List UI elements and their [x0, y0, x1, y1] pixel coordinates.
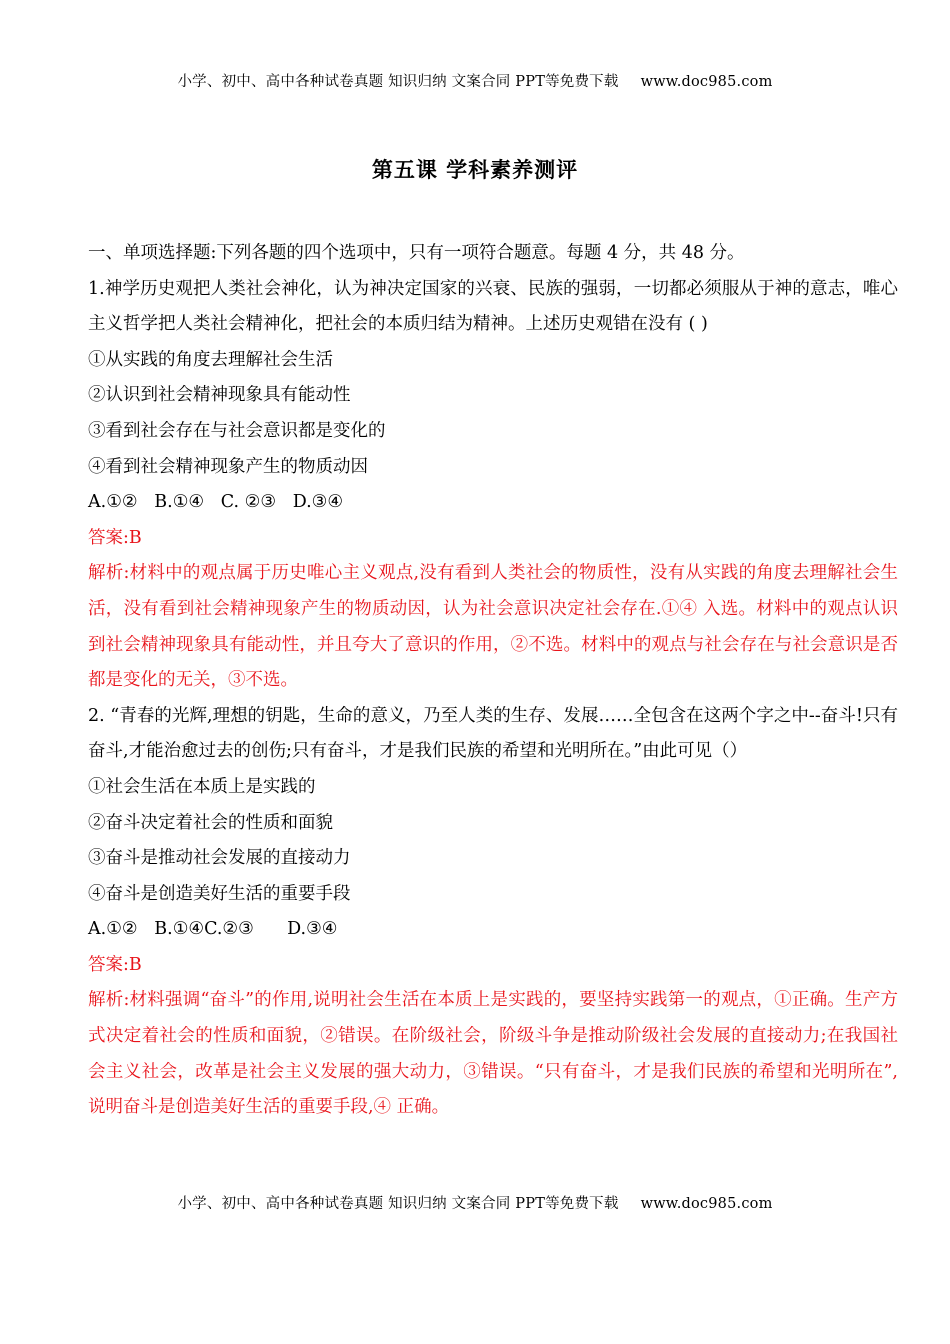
section-heading: 一、单项选择题:下列各题的四个选项中，只有一项符合题意。每题 4 分，共 48 分。	[88, 243, 745, 263]
header-text: 小学、初中、高中各种试卷真题 知识归纳 文案合同 PPT等免费下载	[177, 74, 619, 90]
question-2-option-3: ③奋斗是推动社会发展的直接动力	[88, 848, 351, 869]
question-1-stem: 1.神学历史观把人类社会神化，认为神决定国家的兴衰、民族的强弱，一切都必须服从于神的意志，唯心主义哲学把人类社会精神化，把社会的本质归结为精神。上述历史观错在没有 ( )	[88, 278, 898, 335]
question-1-analysis: 解析:材料中的观点属于历史唯心主义观点,没有看到人类社会的物质性，没有从实践的角度去理解社会生活，没有看到社会精神现象产生的物质动因，认为社会意识决定社会存在.①④ 入选。材料中的观点认识到社会精神现象具有能动性，并且夸大了意识的作用，②不选。材料中的观点与社会存在与社会意识是否都是变化的无关，③不选。	[88, 563, 898, 691]
question-2-analysis: 解析:材料强调“奋斗”的作用,说明社会生活在本质上是实践的，要坚持实践第一的观点，①正确。生产方式决定着社会的性质和面貌，②错误。在阶级社会，阶级斗争是推动阶级社会发展的直接动力;在我国社会主义社会，改革是社会主义发展的强大动力，③错误。“只有奋斗，才是我们民族的希望和光明所在”,说明奋斗是创造美好生活的重要手段,④ 正确。	[88, 990, 898, 1118]
footer-url: www.doc985.com	[640, 1196, 773, 1212]
question-2-option-4: ④奋斗是创造美好生活的重要手段	[88, 883, 351, 904]
question-1-answer: 答案:B	[88, 527, 142, 548]
header-url: www.doc985.com	[640, 74, 773, 90]
question-1-option-3: ③看到社会存在与社会意识都是变化的	[88, 420, 386, 441]
question-2-option-1: ①社会生活在本质上是实践的	[88, 776, 316, 797]
question-1-option-1: ①从实践的角度去理解社会生活	[88, 349, 333, 370]
question-2-choices: A.①② B.①④C.②③ D.③④	[88, 919, 338, 940]
question-1-option-4: ④看到社会精神现象产生的物质动因	[88, 456, 368, 477]
question-2-stem: 2. “青春的光辉,理想的钥匙，生命的意义，乃至人类的生存、发展……全包含在这两个字之中--奋斗!只有奋斗,才能治愈过去的创伤;只有奋斗，才是我们民族的希望和光明所在。”由此可见（）	[88, 705, 898, 762]
question-1-option-2: ②认识到社会精神现象具有能动性	[88, 385, 351, 406]
page-footer	[0, 1192, 950, 1213]
document-body	[88, 236, 898, 1126]
question-1-choices: A.①② B.①④ C. ②③ D.③④	[88, 492, 344, 513]
footer-text: 小学、初中、高中各种试卷真题 知识归纳 文案合同 PPT等免费下载	[177, 1196, 619, 1212]
question-2-option-2: ②奋斗决定着社会的性质和面貌	[88, 812, 333, 833]
page-header	[0, 70, 950, 91]
page-title: 第五课 学科素养测评	[371, 157, 579, 182]
question-2-answer: 答案:B	[88, 954, 142, 975]
